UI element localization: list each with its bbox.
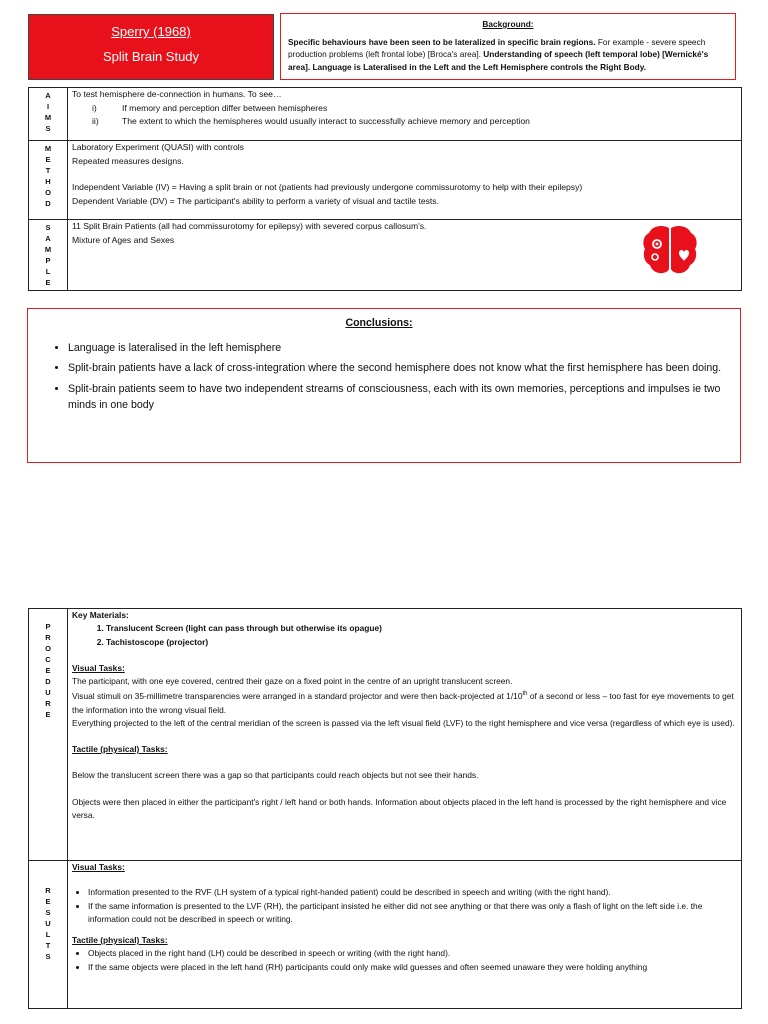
visual-p2: Visual stimuli on 35-millimetre transparencies were arranged in a standard projector and were then back-projected at 1/10th of a second or less – too fast for eye movements to get the information into the wrong visual field.: [72, 691, 734, 715]
summary-table: [28, 87, 742, 291]
results-visual-title: Visual Tasks:: [72, 862, 125, 872]
result-item: • Information presented to the RVF (LH system of a typical right-handed patient) could be described in speech and writing (with the right hand).: [88, 886, 737, 899]
material-item: 1. Translucent Screen (light can pass through but otherwise its opague): [106, 622, 737, 635]
aims-intro: To test hemisphere de-connection in humans. To see…: [72, 89, 282, 99]
tactile-tasks-title: Tactile (physical) Tasks:: [72, 744, 168, 755]
results-visual-list: [72, 886, 737, 926]
tactile-p2: Objects were then placed in either the participant's right / left hand or both hands. Information about objects placed in the left hand is processed by the right hemisphere and vice versa.: [72, 796, 727, 821]
brain-icon: [642, 224, 698, 276]
sample-mixture: Mixture of Ages and Sexes: [72, 234, 175, 245]
result-item: • Objects placed in the right hand (LH) could be described in speech or writing (with the right hand).: [88, 947, 737, 960]
background-title: Background:: [482, 19, 534, 29]
results-tactile-list: [72, 947, 737, 974]
conclusions-title: Conclusions:: [345, 317, 413, 329]
conclusion-item: • Split-brain patients seem to have two independent streams of consciousness, each with its own memories, perceptions and impulses ie two minds in one body: [68, 381, 730, 414]
visual-p3: Everything projected to the left of the central meridian of the screen is passed via the left visual field (LVF) to the right hemisphere and vice versa (regardless of which eye is used).: [72, 717, 735, 728]
aim-item: ii) The extent to which the hemispheres would usually interact to successfully achieve memory and perception: [92, 116, 530, 126]
background-bold-3: Understanding of speech (left temporal lobe) [Wernické's area]. Language is Lateralised in the Left and the Left Hemisphere controls the Right Body.: [288, 49, 709, 72]
method-repeated: Repeated measures designs.: [72, 155, 184, 166]
method-label: M E T H O D: [29, 141, 68, 220]
materials-list: [72, 622, 737, 649]
procedure-results-table: [28, 608, 742, 1009]
study-author: Sperry (1968): [111, 24, 191, 39]
background-bold-1: Specific behaviours have been seen to be lateralized in specific brain regions.: [288, 36, 596, 47]
result-item: • If the same information is presented to the LVF (RH), the participant insisted he either did not see anything or that there was only a flash of light on the left side i.e. the information could not be described in speech or writing.: [88, 900, 737, 927]
sample-label: S A M P L E: [29, 220, 68, 291]
aims-content: [68, 88, 742, 141]
result-item: • If the same objects were placed in the left hand (RH) participants could only make wild guesses and often seemed unaware they were holding anything: [88, 961, 737, 974]
key-materials-title: Key Materials:: [72, 610, 129, 620]
background-box: [280, 13, 736, 80]
background-text-2: For example - severe speech production problems (left frontal lobe) [Broca's area].: [288, 36, 706, 59]
method-content: [68, 141, 742, 220]
sample-patients: 11 Split Brain Patients (all had commissurotomy for epilepsy) with severed corpus callosum's.: [72, 221, 427, 231]
method-iv: Independent Variable (IV) = Having a split brain or not (patients had previously undergone commissurotomy to help with their epilepsy): [72, 182, 583, 192]
method-design: Laboratory Experiment (QUASI) with controls: [72, 142, 244, 152]
conclusions-list: [28, 340, 730, 414]
results-content: [68, 861, 742, 1009]
conclusion-item: • Split-brain patients have a lack of cross-integration where the second hemisphere does not know what the first hemisphere has been doing.: [68, 360, 730, 377]
conclusions-box: [27, 308, 741, 463]
results-tactile-title: Tactile (physical) Tasks:: [72, 935, 168, 946]
aims-row: [29, 88, 742, 141]
method-dv: Dependent Variable (DV) = The participant's ability to perform a variety of visual and tactile tests.: [72, 195, 439, 206]
results-label: R E S U L T S: [29, 861, 68, 1009]
study-title: Split Brain Study: [102, 49, 200, 64]
material-item: 2. Tachistoscope (projector): [106, 636, 737, 649]
background-text: [288, 36, 728, 74]
title-box: [28, 14, 274, 80]
conclusion-item: • Language is lateralised in the left hemisphere: [68, 340, 730, 357]
procedure-row: [29, 609, 742, 861]
sample-content: [68, 220, 742, 291]
method-row: [29, 141, 742, 220]
aims-label: A I M S: [29, 88, 68, 141]
aim-item: i) If memory and perception differ between hemispheres: [92, 102, 328, 113]
visual-tasks-title: Visual Tasks:: [72, 662, 125, 673]
visual-p1: The participant, with one eye covered, centred their gaze on a fixed point in the centre of an upright translucent screen.: [72, 676, 513, 687]
procedure-label: P R O C E D U R E: [29, 609, 68, 861]
procedure-content: [68, 609, 742, 861]
tactile-p1: Below the translucent screen there was a gap so that participants could reach objects but not see their hands.: [72, 770, 479, 781]
results-row: [29, 861, 742, 1009]
sample-row: [29, 220, 742, 291]
